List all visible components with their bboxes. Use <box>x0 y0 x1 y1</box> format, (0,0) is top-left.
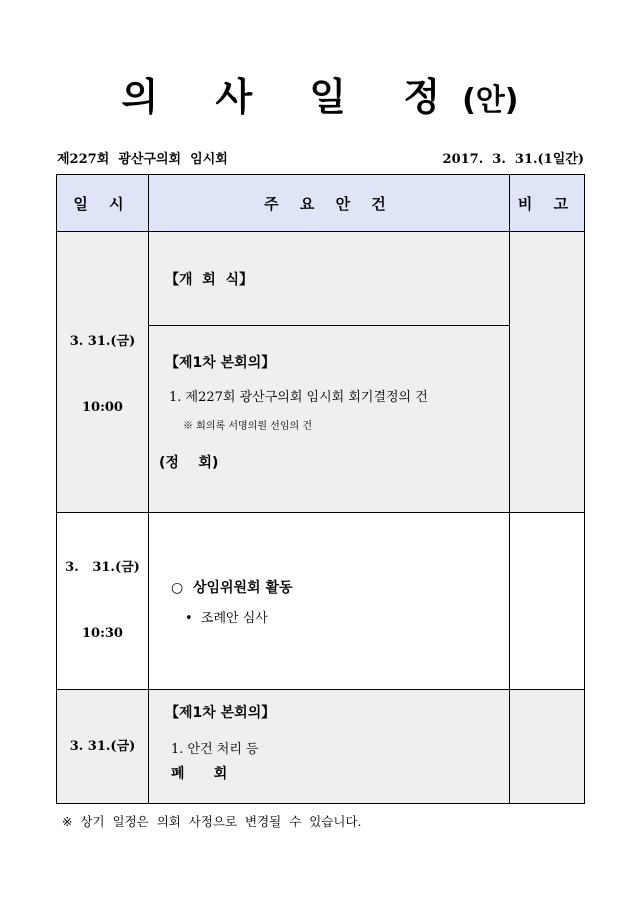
agenda-item: 1. 제227회 광산구의회 임시회 회기결정의 건 <box>169 390 428 405</box>
time-cell <box>57 690 149 804</box>
recess-label: (정 회) <box>159 455 219 471</box>
time-cell <box>57 513 149 690</box>
plenary-title: 【제1차 본회의】 <box>165 355 276 371</box>
time-hour: 10:30 <box>82 626 123 641</box>
table-header-row <box>57 175 585 232</box>
agenda-cell <box>149 232 510 326</box>
footnote: ※ 상기 일정은 의회 사정으로 변경될 수 있습니다. <box>62 814 362 829</box>
closing-label: 폐 회 <box>171 766 228 782</box>
agenda-item: 1. 안건 처리 등 <box>171 742 259 757</box>
session-date: 2017. 3. 31.(1일간) <box>442 152 584 167</box>
remarks-cell <box>510 513 585 690</box>
time-date: 3. 31.(금) <box>69 738 136 754</box>
session-label: 제227회 광산구의회 임시회 <box>57 152 228 167</box>
header-time: 일 시 <box>57 175 149 232</box>
plenary-title: 【제1차 본회의】 <box>165 705 276 721</box>
agenda-cell <box>149 690 510 804</box>
time-hour: 10:00 <box>82 400 123 415</box>
opening-ceremony: 【개 회 식】 <box>165 271 254 288</box>
committee-item: • 조례안 심사 <box>185 610 268 626</box>
agenda-cell <box>149 326 510 513</box>
schedule-table <box>56 174 585 804</box>
title-main: 의 사 일 정 <box>121 75 463 119</box>
table-row <box>57 513 585 690</box>
agenda-cell <box>149 513 510 690</box>
time-date: 3. 31.(금) <box>65 560 140 575</box>
remarks-cell <box>510 232 585 513</box>
title-suffix: (안) <box>462 83 519 118</box>
agenda-note: ※ 회의록 서명의원 선임의 건 <box>183 421 312 432</box>
header-remarks: 비 고 <box>510 175 585 232</box>
time-date: 3. 31.(금) <box>69 334 136 349</box>
committee-activity: ○ 상임위원회 활동 <box>171 579 293 596</box>
header-agenda: 주 요 안 건 <box>149 175 510 232</box>
table-row <box>57 690 585 804</box>
document-title <box>0 66 640 121</box>
remarks-cell <box>510 690 585 804</box>
time-cell <box>57 232 149 513</box>
table-row <box>57 232 585 326</box>
